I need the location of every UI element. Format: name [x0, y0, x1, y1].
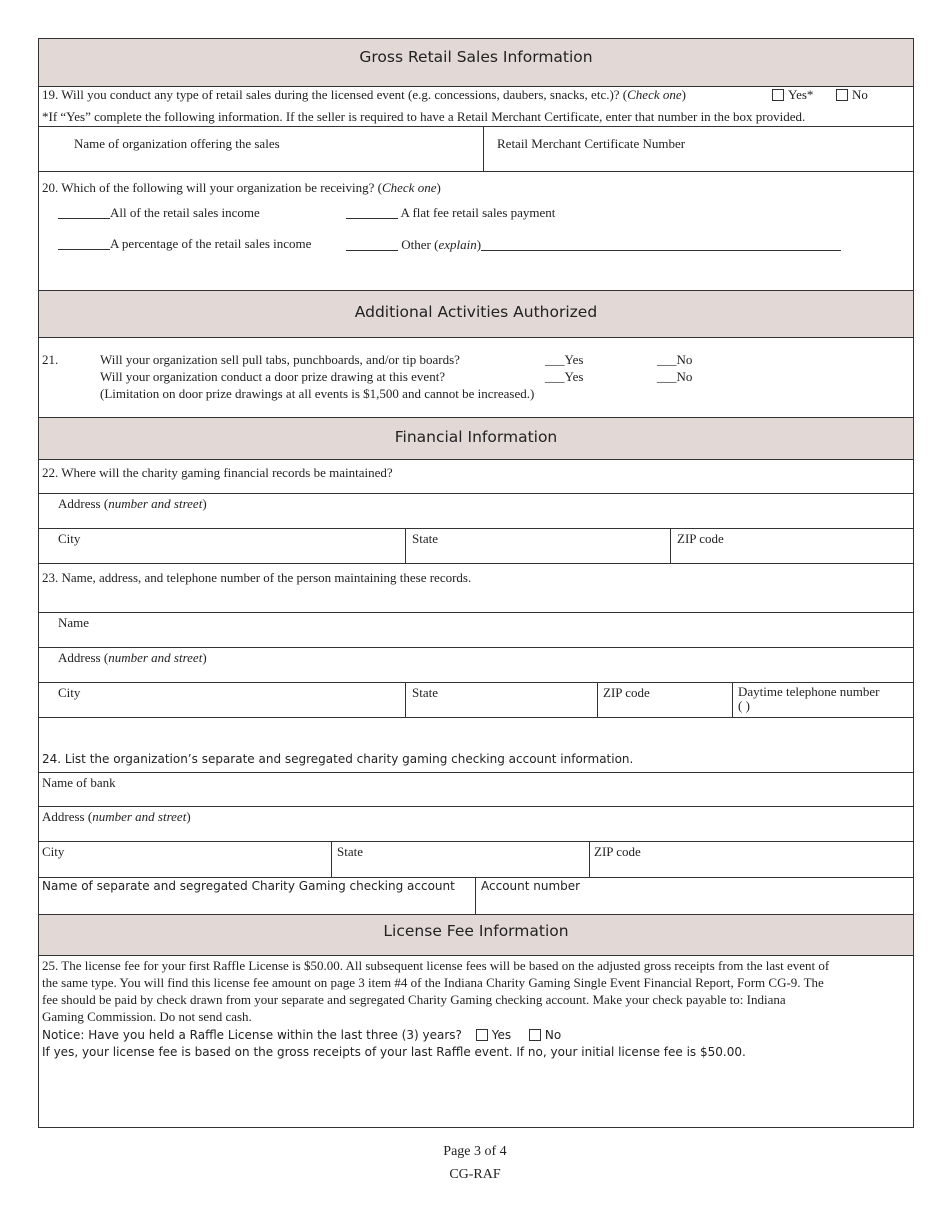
rmc-label: Retail Merchant Certificate Number — [497, 136, 686, 151]
q25-fee-note: If yes, your license fee is based on the gross receipts of your last Raffle event. If no, your initial license fee is $50.00. — [42, 1045, 746, 1059]
q24-bank-name-field[interactable]: Name of bank — [42, 775, 116, 790]
q23-city-field[interactable]: City — [58, 685, 81, 700]
q20-option-all[interactable]: All of the retail sales income — [58, 205, 260, 221]
q19-no-checkbox[interactable]: No — [836, 87, 868, 103]
section-header-gross-retail: Gross Retail Sales Information — [38, 38, 914, 87]
q20-option-percentage[interactable]: A percentage of the retail sales income — [58, 236, 311, 252]
q24-account-number-field[interactable]: Account number — [481, 879, 581, 893]
q24-account-name-field[interactable]: Name of separate and segregated Charity Gaming checking account — [42, 879, 455, 893]
q25-yes-checkbox[interactable]: Yes — [476, 1028, 511, 1042]
q24-zip-field[interactable]: ZIP code — [594, 844, 641, 859]
page-number: Page 3 of 4 — [443, 1144, 507, 1159]
q23-zip-field[interactable]: ZIP code — [603, 685, 650, 700]
q25-no-checkbox[interactable]: No — [529, 1028, 561, 1042]
q24-text: 24. List the organization’s separate and segregated charity gaming checking account information. — [42, 752, 634, 766]
q21-pull-tabs-text: Will your organization sell pull tabs, punchboards, and/or tip boards? — [100, 352, 460, 367]
section-header-license-fee: License Fee Information — [38, 914, 914, 956]
org-name-label: Name of organization offering the sales — [74, 136, 280, 151]
q22-address-field[interactable]: Address (number and street) — [58, 496, 207, 511]
q21-number: 21. — [42, 352, 59, 367]
q21-pull-tabs-no[interactable]: ___No — [657, 352, 693, 367]
q22-zip-field[interactable]: ZIP code — [677, 531, 724, 546]
q21-limitation-note: (Limitation on door prize drawings at all events is $1,500 and cannot be increased.) — [100, 386, 535, 401]
q20-option-other[interactable]: Other (explain) — [346, 237, 841, 253]
q24-city-field[interactable]: City — [42, 844, 65, 859]
q23-name-field[interactable]: Name — [58, 615, 90, 630]
q19-text: 19. Will you conduct any type of retail sales during the licensed event (e.g. concessions, daubers, snacks, etc.)? (Check one) — [42, 87, 686, 102]
section-header-financial: Financial Information — [38, 417, 914, 460]
q24-address-field[interactable]: Address (number and street) — [42, 809, 191, 824]
q22-text: 22. Where will the charity gaming financial records be maintained? — [42, 465, 393, 480]
q21-door-prize-yes[interactable]: ___Yes — [545, 369, 584, 384]
q21-door-prize-text: Will your organization conduct a door prize drawing at this event? — [100, 369, 446, 384]
org-name-field[interactable] — [39, 127, 483, 171]
q20-text: 20. Which of the following will your organization be receiving? (Check one) — [42, 180, 441, 195]
q21-door-prize-no[interactable]: ___No — [657, 369, 693, 384]
q20-option-flat-fee[interactable]: A flat fee retail sales payment — [346, 205, 555, 221]
q25-text: 25. The license fee for your first Raffle License is $50.00. All subsequent license fees will be based on the adjusted gross receipts from the last event of the same type. You will find this license fee amount on page 3 item #4 of the Indiana Charity Gaming Single Event Financial Report, Form CG-9. The fee should be paid by check drawn from your separate and segregated Charity Gaming checking account. Make your check payable to: Indiana Gaming Commission. Do not send cash. — [42, 958, 830, 1024]
q23-state-field[interactable]: State — [412, 685, 438, 700]
rmc-field[interactable] — [484, 127, 913, 171]
q22-city-field[interactable]: City — [58, 531, 81, 546]
q22-state-field[interactable]: State — [412, 531, 438, 546]
q19-note: *If “Yes” complete the following information. If the seller is required to have a Retail Merchant Certificate, enter that number in the box provided. — [42, 109, 806, 124]
form-code: CG-RAF — [449, 1167, 501, 1182]
section-header-additional: Additional Activities Authorized — [38, 290, 914, 338]
q25-notice: Notice: Have you held a Raffle License within the last three (3) years? Yes No — [42, 1028, 562, 1042]
q23-text: 23. Name, address, and telephone number of the person maintaining these records. — [42, 570, 472, 585]
q23-address-field[interactable]: Address (number and street) — [58, 650, 207, 665]
q24-state-field[interactable]: State — [337, 844, 363, 859]
q19-yes-checkbox[interactable]: Yes* — [772, 87, 813, 103]
q21-pull-tabs-yes[interactable]: ___Yes — [545, 352, 584, 367]
q23-phone-field[interactable]: Daytime telephone number ( ) — [738, 684, 880, 713]
